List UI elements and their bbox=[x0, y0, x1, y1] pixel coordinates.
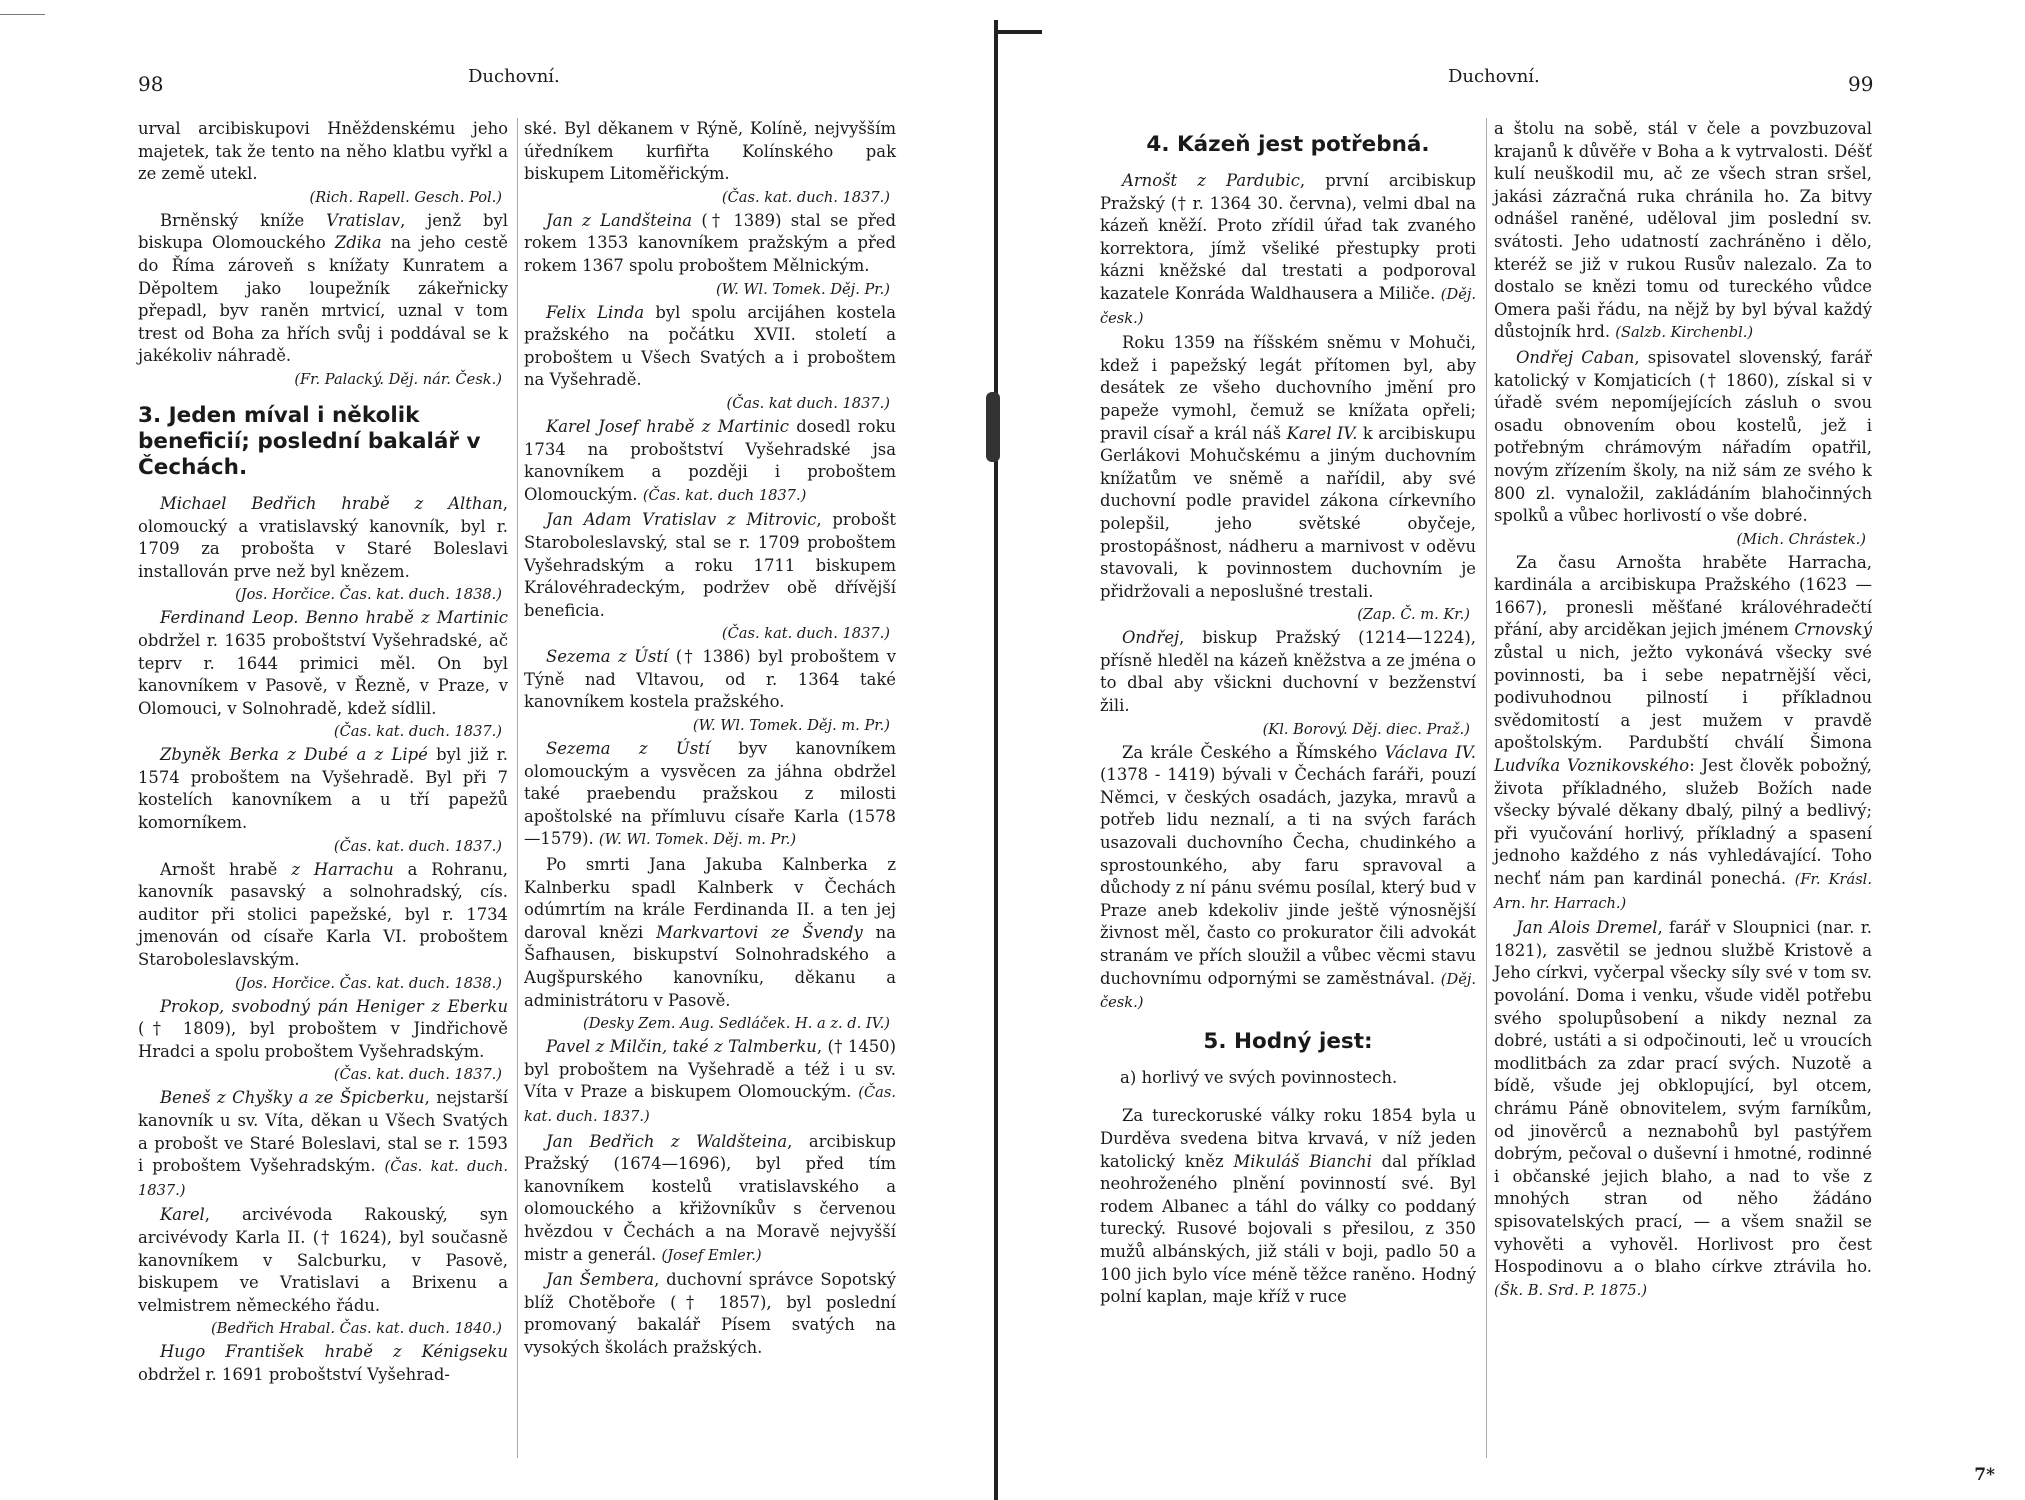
right-column-2 bbox=[1494, 118, 1872, 1304]
left-page bbox=[0, 0, 1000, 1500]
binding-gutter bbox=[994, 20, 998, 1500]
page-number-left: 98 bbox=[138, 72, 164, 96]
citation: (Čas. kat. duch. 1837.) bbox=[333, 837, 502, 855]
citation: (W. Wl. Tomek. Děj. m. Pr.) bbox=[692, 717, 890, 735]
paragraph: Arnošt hrabě z Harrachu a Rohranu, kanovník pasavský a solnohradský, cís. auditor při stolici papežské, byl r. 1734 jmenován od císaře Karla VI. proboštem Staroboleslavským. bbox=[138, 859, 509, 970]
subsection-heading: a) horlivý ve svých povinnostech. bbox=[1120, 1067, 1398, 1087]
paragraph: Jan z Landšteina († 1389) stal se před rokem 1353 kanovníkem pražským a před rokem 1367 spolu proboštem Mělnickým. bbox=[524, 210, 896, 275]
paragraph: Brněnský kníže Vratislav, jenž byl biskupa Olomouckého Zdika na jeho cestě do Říma zároveň s knížaty Kunratem a Děpoltem jako loupežník zákeřnicky přepadl, byv raněn mrtvicí, uznal v tom trest od Boha za hřích svůj i poddával se k jakékoliv náhradě. bbox=[138, 210, 508, 366]
citation: (Zap. Č. m. Kr.) bbox=[1357, 606, 1470, 624]
citation: (Fr. Palacký. Děj. nár. Česk.) bbox=[294, 370, 502, 388]
paragraph: a štolu na sobě, stál v čele a povzbuzoval krajanů k důvěře v Boha a k vytrvalosti. Déšť kulí neuškodil mu, ač ze všech stran sršel, jakási zázračná ruka chránila ho. Za bitvy odnášel raněné, uděloval jim poslední sv. svátosti. Jeho udatností zachráněno i dělo, kteréž se již v rukou Rusův nalezalo. Za to dostalo se knězi tomu od tureckého vůdce Omera paši řádu, na nějž by byl býval každý důstojník hrd. (Salzb. Kirchenbl.) bbox=[1494, 119, 1872, 342]
paragraph: Sezema z Ústí byv kanovníkem olomouckým a vysvěcen za jáhna obdržel také praebendu pražskou z milosti apoštolské na přímluvu císaře Karla (1578 —1579). (W. Wl. Tomek. Děj. m. Pr.) bbox=[524, 739, 896, 849]
page-number-right: 99 bbox=[1848, 72, 1874, 96]
paragraph: Felix Linda byl spolu arcijáhen kostela pražského na počátku XVII. století a proboštem u Všech Svatých a i proboštem na Vyšehradě. bbox=[524, 302, 896, 390]
paragraph: Za tureckoruské války roku 1854 byla u Durděva svedena bitva krvavá, v níž jeden katolický kněz Mikuláš Bianchi dal příklad neohroženého plnění povinností své. Byl rodem Albanec a táhl do války co poddaný turecký. Rusové bojovali s přesilou, z 350 mužů albánských, již stáli v boji, padlo 50 a 100 jich bylo více méně těžce raněno. Hodný polní kaplan, maje kříž v ruce bbox=[1100, 1106, 1476, 1307]
citation: (Mich. Chrástek.) bbox=[1736, 530, 1866, 548]
paragraph: Ferdinand Leop. Benno hrabě z Martinic obdržel r. 1635 proboštství Vyšehradské, ač teprv r. 1644 primici měl. On byl kanovníkem v Pasově, v Řezně, v Praze, v Olomouci, v Solnohradě, kdež sídlil. bbox=[138, 608, 508, 718]
column-divider bbox=[517, 118, 518, 1458]
right-column-1 bbox=[1100, 118, 1476, 1311]
paragraph: Prokop, svobodný pán Heniger z Eberku († 1809), byl proboštem v Jindřichově Hradci a spolu proboštem Vyšehradským. bbox=[138, 996, 508, 1061]
column-divider bbox=[1486, 118, 1487, 1458]
paragraph: Hugo František hrabě z Kénigseku obdržel r. 1691 proboštství Vyšehrad- bbox=[138, 1342, 508, 1384]
paragraph: Jan Šembera, duchovní správce Sopotský blíž Chotěboře († 1857), byl poslední promovaný bakalář Písem svatých na vysokých školách pražských. bbox=[524, 1270, 896, 1357]
citation: (Rich. Rapell. Gesch. Pol.) bbox=[309, 188, 502, 206]
paragraph: Michael Bedřich hrabě z Althan, olomoucký a vratislavský kanovník, byl r. 1709 za probošta v Staré Boleslavi installován prve než byl knězem. bbox=[138, 493, 508, 581]
section-heading: 4. Kázeň jest potřebná. bbox=[1146, 132, 1430, 157]
citation: (Jos. Horčice. Čas. kat. duch. 1838.) bbox=[235, 586, 502, 604]
citation: (Kl. Borový. Děj. diec. Praž.) bbox=[1262, 720, 1470, 738]
paragraph: Jan Adam Vratislav z Mitrovic, probošt Staroboleslavský, stal se r. 1709 proboštem Vyšehradským a roku 1711 biskupem Královéhradeckým, podržev obě dřívější beneficia. bbox=[524, 510, 896, 620]
left-column-2 bbox=[524, 118, 896, 1362]
section-heading: 5. Hodný jest: bbox=[1203, 1028, 1373, 1054]
paragraph: Po smrti Jana Jakuba Kalnberka z Kalnberku spadl Kalnberk v Čechách odúmrtím na krále Ferdinanda II. a ten jej daroval knězi Markvartovi ze Švendy na Šafhausen, biskupství Solnohradského a Augšpurského kanovníku, děkanu a administrátoru v Pasově. bbox=[524, 855, 896, 1010]
paragraph: Zbyněk Berka z Dubé a z Lipé byl již r. 1574 proboštem na Vyšehradě. Byl při 7 kostelích kanovníkem a u tří papežů komorníkem. bbox=[138, 745, 509, 833]
citation: (Bedřich Hrabal. Čas. kat. duch. 1840.) bbox=[210, 1320, 502, 1338]
running-head-left: Duchovní. bbox=[468, 66, 560, 87]
top-rule bbox=[0, 14, 45, 15]
paragraph: ské. Byl děkanem v Rýně, Kolíně, nejvyšším úředníkem kurfiřta Kolínského pak biskupem Litoměřickým. bbox=[524, 119, 896, 184]
paragraph: Beneš z Chyšky a ze Špicberku, nejstarší kanovník u sv. Víta, děkan u Všech Svatých a probošt ve Staré Boleslavi, stal se r. 1593 i proboštem Vyšehradským. (Čas. kat. duch. 1837.) bbox=[138, 1088, 509, 1199]
citation: (Čas. kat. duch. 1837.) bbox=[333, 723, 502, 741]
paragraph: Sezema z Ústí († 1386) byl proboštem v Týně nad Vltavou, od r. 1364 také kanovníkem kostela pražského. bbox=[524, 647, 896, 712]
paragraph: Pavel z Milčin, také z Talmberku, († 1450) byl proboštem na Vyšehradě a též i u sv. Víta v Praze a biskupem Olomouckým. (Čas. kat. duch. 1837.) bbox=[524, 1037, 897, 1125]
citation: (Čas. kat duch. 1837.) bbox=[726, 394, 890, 412]
citation: (Jos. Horčice. Čas. kat. duch. 1838.) bbox=[235, 974, 502, 992]
paragraph: urval arcibiskupovi Hněždenskému jeho majetek, tak že tento na něho klatbu vyřkl a ze země utekl. bbox=[138, 119, 508, 184]
paragraph: Jan Bedřich z Waldšteina, arcibiskup Pražský (1674—1696), byl před tím kanovníkem kostelů vratislavského a olomouckého a křižovníkův s červenou hvězdou v Čechách a na Moravě nejvyšší mistr a generál. (Josef Emler.) bbox=[524, 1131, 896, 1264]
citation: (Čas. kat. duch. 1837.) bbox=[721, 188, 890, 206]
citation: (Čas. kat. duch. 1837.) bbox=[721, 625, 890, 643]
paragraph: Za krále Českého a Římského Václava IV. (1378 - 1419) bývali v Čechách faráři, pouzí Němci, v českých osadách, jazyka, mravů a potřeb lidu neznalí, a ti na svých farách usazovali duchovního Čecha, chudinkého a sprostounkého, aby faru spravoval a důchody z ní pánu svému posílal, který bud v Praze aneb kdekoliv jinde ještě výnosnější živnost měl, často co prokurator čili advokát stranám ve přích sloužil a vůbec věcmi stavu duchovnímu odpornými se zaměstnával. (Děj. česk.) bbox=[1100, 742, 1476, 1012]
paragraph: Jan Alois Dremel, farář v Sloupnici (nar. r. 1821), zasvětil se jednou službě Kristově a Jeho církvi, vyčerpal všecky síly své v tom sv. povolání. Doma i venku, všude viděl potřebu svého spolupůsobení a nikdy neznal za dobré, ustáti a si odpočinouti, leč u vroucích modlitbách za zdar prací svých. Nuzotě a bídě, všude jej obklopující, byl otcem, chrámu Páně obnovitelem, svým farníkům, od jinověrců a neznabohů byl pastýřem dobrým, pečoval o duševní i hmotné, rodinné i občanské jejich blaho, a nad to vše z mnohých stran od něho žádáno spisovatelských prací, — a všem snažil se vyhověti a vyhověl. Horlivost pro čest Hospodinovu a o blaho církve ztrávila ho. (Šk. B. Srd. P. 1875.) bbox=[1494, 918, 1872, 1299]
citation: (Čas. kat. duch. 1837.) bbox=[333, 1066, 502, 1084]
paragraph: Ondřej, biskup Pražský (1214—1224), přísně hleděl na kázeň kněžstva a ze jména o to dbal aby všickni duchovní v bezženství žili. bbox=[1100, 628, 1476, 716]
right-page bbox=[1000, 0, 2025, 1500]
paragraph: Arnošt z Pardubic, první arcibiskup Pražský († r. 1364 30. června), velmi dbal na kázeň kněží. Proto zřídil úřad tak zvaného korrektora, jímž všeliké přestupky proti kázni kněžské dal trestati a podporoval kazatele Konráda Waldhausera a Miliče. (Děj. česk.) bbox=[1100, 171, 1476, 327]
paragraph: Karel, arcivévoda Rakouský, syn arcivévody Karla II. († 1624), byl současně kanovníkem v Salcburku, v Pasově, biskupem ve Vratislavi a Brixenu a velmistrem německého řádu. bbox=[138, 1205, 508, 1315]
citation: (Desky Zem. Aug. Sedláček. H. a z. d. IV.) bbox=[583, 1015, 890, 1033]
signature-mark: 7* bbox=[1974, 1465, 1995, 1485]
running-head-right: Duchovní. bbox=[1448, 66, 1540, 87]
paragraph: Ondřej Caban, spisovatel slovenský, farář katolický v Komjaticích († 1860), získal si v úřadě svém nepomíjejících zásluh o svou osadu obnovením obou kostelů, jež i potřebným chrámovým nářadím opatřil, novým zřízením školy, na niž sám ze svého k 800 zl. vynaložil, zakládáním blahočinných spolků a vůbec horlivostí o vše dobré. bbox=[1494, 347, 1872, 526]
left-column-1 bbox=[138, 118, 508, 1389]
section-heading: 3. Jeden míval i několik beneficií; poslední bakalář v Čechách. bbox=[138, 402, 481, 480]
binding-mark bbox=[986, 392, 1000, 462]
paragraph: Roku 1359 na říšském sněmu v Mohuči, kdež i papežský legát přítomen byl, aby desátek ze všeho duchovního jmění pro papeže vymohl, čemuž se knížata opřeli; pravil císař a král náš Karel IV. k arcibiskupu Gerlákovi Mohučskému a jiným duchovním knížatům ve sněmě a nařídil, aby své duchovní podle pravidel zákona církevního polepšil, jeho světské obyčeje, prostopášnost, nádheru a marnivost v oděvu stavovali, k povinnostem duchovním je přidržovali a neposlušné trestali. bbox=[1100, 333, 1476, 601]
paragraph: Za času Arnošta hraběte Harracha, kardinála a arcibiskupa Pražského (1623 —1667), pronesli měšťané královéhradečtí přání, aby arciděkan jejich jménem Crnovský zůstal u nich, ježto vykonává všecky své povinnosti, ba i sebe nepatrnější věci, podivuhodnou pilností i příkladnou svědomitostí a jest mužem v pravdě apoštolským. Pardubští chválí Šimona Ludvíka Voznikovského: Jest člověk pobožný, života příkladného, služeb Božích nade všecky bývalé děkany dbalý, pilný a bedlivý; při vyučování horlivý, příkladný a spasení jednoho každého z nás vyhledávající. Toho nechť nám pan kardinál ponechá. (Fr. Krásl. Arn. hr. Harrach.) bbox=[1494, 552, 1872, 912]
paragraph: Karel Josef hrabě z Martinic dosedl roku 1734 na proboštství Vyšehradské jsa kanovníkem a později i proboštem Olomouckým. (Čas. kat. duch 1837.) bbox=[524, 416, 896, 504]
citation: (W. Wl. Tomek. Děj. Pr.) bbox=[715, 280, 890, 298]
